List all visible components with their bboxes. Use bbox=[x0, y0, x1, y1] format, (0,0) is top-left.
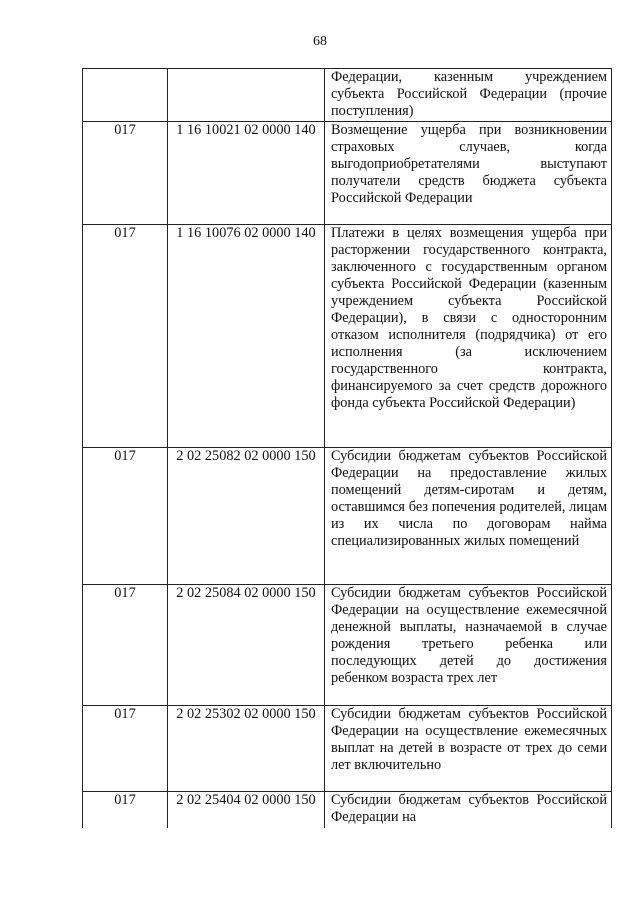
revenue-code-cell: 2 02 25404 02 0000 150 bbox=[168, 792, 325, 829]
admin-code-cell: 017 bbox=[83, 225, 168, 448]
revenue-code-cell: 2 02 25302 02 0000 150 bbox=[168, 706, 325, 792]
revenue-code-cell: 1 16 10076 02 0000 140 bbox=[168, 225, 325, 448]
admin-code-cell: 017 bbox=[83, 585, 168, 706]
revenue-code-cell bbox=[168, 69, 325, 122]
description-cell: Субсидии бюджетам субъектов Российской Федерации на осуществление ежемесячной денежной выплаты, назначаемой в случае рождения третьего ребенка или последующих детей до достижения ребенком возраста трех лет bbox=[325, 585, 612, 706]
description-cell: Субсидии бюджетам субъектов Российской Федерации на bbox=[325, 792, 612, 829]
table-row bbox=[83, 706, 612, 792]
budget-revenue-table bbox=[82, 68, 612, 828]
description-cell: Субсидии бюджетам субъектов Российской Федерации на осуществление ежемесячных выплат на детей в возрасте от трех до семи лет включительно bbox=[325, 706, 612, 792]
revenue-code-cell: 2 02 25084 02 0000 150 bbox=[168, 585, 325, 706]
admin-code-cell: 017 bbox=[83, 448, 168, 585]
admin-code-cell: 017 bbox=[83, 122, 168, 225]
admin-code-cell: 017 bbox=[83, 792, 168, 829]
description-cell: Возмещение ущерба при возникновении страховых случаев, когда выгодоприобретателями выступают получатели средств бюджета субъекта Российской Федерации bbox=[325, 122, 612, 225]
table-row bbox=[83, 122, 612, 225]
table-row bbox=[83, 448, 612, 585]
admin-code-cell bbox=[83, 69, 168, 122]
table-row bbox=[83, 69, 612, 122]
table-row bbox=[83, 225, 612, 448]
revenue-code-cell: 2 02 25082 02 0000 150 bbox=[168, 448, 325, 585]
revenue-code-cell: 1 16 10021 02 0000 140 bbox=[168, 122, 325, 225]
page-number: 68 bbox=[313, 34, 327, 49]
description-cell: Платежи в целях возмещения ущерба при расторжении государственного контракта, заключенного с государственным органом субъекта Российской Федерации (казенным учреждением субъекта Российской Федерации), в связи с односторонним отказом исполнителя (подрядчика) от его исполнения (за исключением государственного контракта, финансируемого за счет средств дорожного фонда субъекта Российской Федерации) bbox=[325, 225, 612, 448]
description-cell: Субсидии бюджетам субъектов Российской Федерации на предоставление жилых помещений детям-сиротам и детям, оставшимся без попечения родителей, лицам из их числа по договорам найма специализированных жилых помещений bbox=[325, 448, 612, 585]
table-row bbox=[83, 585, 612, 706]
description-cell: Федерации, казенным учреждением субъекта Российской Федерации (прочие поступления) bbox=[325, 69, 612, 122]
admin-code-cell: 017 bbox=[83, 706, 168, 792]
table-row bbox=[83, 792, 612, 829]
